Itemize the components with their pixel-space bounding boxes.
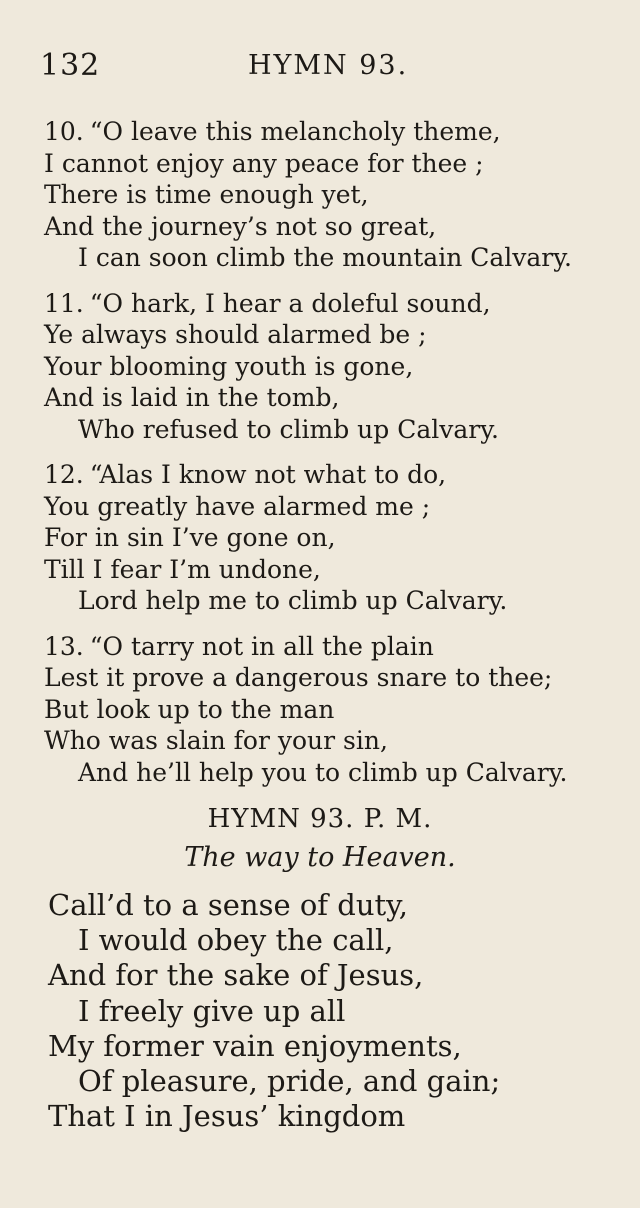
verse-line: Your blooming youth is gone,	[44, 351, 414, 381]
verse-12	[0, 459, 640, 617]
verse-line	[0, 459, 640, 491]
verse-line: Who was slain for your sin,	[44, 726, 388, 755]
verse-line-text: “O tarry not in all the plain	[89, 631, 434, 661]
verse-line: Lest it prove a dangerous snare to thee;	[44, 663, 553, 692]
running-head: HYMN 93.	[248, 50, 409, 81]
verse-10	[0, 116, 640, 274]
verse-line: And is laid in the tomb,	[44, 383, 340, 412]
verse-refrain-line: And he’ll help you to climb up Calvary.	[78, 757, 568, 787]
verse-line: For in sin I’ve gone on,	[44, 523, 336, 552]
hymn-line: Call’d to a sense of duty,	[48, 888, 408, 922]
verse-line	[0, 116, 640, 148]
verse-line: And the journey’s not so great,	[44, 211, 437, 241]
previous-hymn-verses	[0, 116, 640, 802]
hymn-line: I freely give up all	[78, 993, 346, 1028]
verse-line-text: “Alas I know not what to do,	[89, 460, 447, 489]
hymn-line: I would obey the call,	[78, 923, 394, 958]
verse-refrain-line: Lord help me to climb up Calvary.	[78, 586, 508, 615]
verse-line: Till I fear I’m undone,	[44, 554, 321, 584]
page-number: 132	[40, 48, 101, 83]
verse-line-text: “O leave this melancholy theme,	[89, 117, 501, 146]
hymn-line: And for the sake of Jesus,	[48, 958, 424, 993]
hymn-title: HYMN 93. P. M.	[207, 804, 433, 834]
hymn-93-body	[0, 888, 640, 1134]
verse-number: 12.	[44, 460, 84, 489]
verse-line: But look up to the man	[44, 694, 335, 724]
verse-11	[0, 288, 640, 446]
verse-13	[0, 631, 640, 789]
verse-refrain-line: Who refused to climb up Calvary.	[78, 414, 499, 444]
verse-line: There is time enough yet,	[44, 180, 369, 209]
verse-number: 11.	[44, 288, 84, 318]
verse-line: Ye always should alarmed be ;	[44, 320, 427, 349]
verse-number: 10.	[44, 117, 84, 146]
hymn-subtitle: The way to Heaven.	[184, 842, 456, 873]
hymn-line: That I in Jesus’ kingdom	[48, 1099, 406, 1134]
hymn-line: My former vain enjoyments,	[48, 1028, 462, 1063]
verse-refrain-line: I can soon climb the mountain Calvary.	[78, 243, 573, 272]
page-header	[0, 48, 640, 88]
hymn-line: Of pleasure, pride, and gain;	[78, 1063, 501, 1098]
verse-line: You greatly have alarmed me ;	[44, 491, 431, 521]
verse-line: I cannot enjoy any peace for thee ;	[44, 148, 484, 178]
verse-line	[0, 288, 640, 320]
verse-line-text: “O hark, I hear a doleful sound,	[89, 288, 491, 318]
verse-line	[0, 631, 640, 663]
verse-number: 13.	[44, 631, 84, 661]
